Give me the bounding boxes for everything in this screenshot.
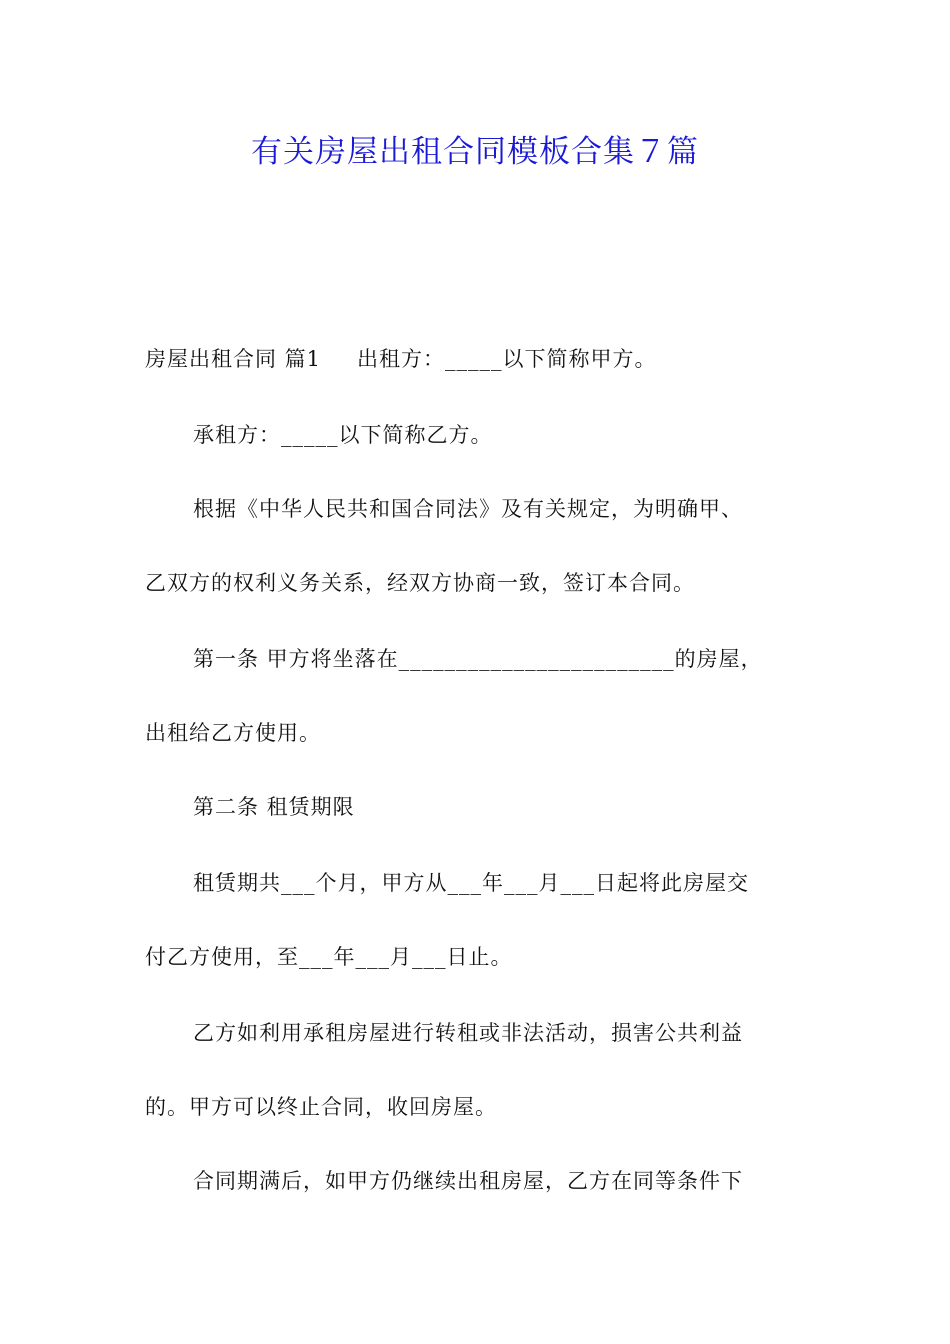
paragraph-line: 第二条 租赁期限: [193, 795, 355, 819]
document-title: 有关房屋出租合同模板合集７篇: [251, 134, 699, 170]
paragraph-line: 租赁期共___个月，甲方从___年___月___日起将此房屋交: [193, 871, 749, 895]
lessor-clause: 出租方：_____以下简称甲方。: [357, 347, 657, 371]
paragraph-line: 承租方：_____以下简称乙方。: [193, 423, 493, 447]
paragraph-line: 的。甲方可以终止合同，收回房屋。: [145, 1095, 497, 1119]
paragraph-line: 付乙方使用，至___年___月___日止。: [145, 945, 513, 969]
paragraph-line: 出租给乙方使用。: [145, 721, 321, 745]
paragraph-line: 乙方如利用承租房屋进行转租或非法活动，损害公共利益: [193, 1021, 743, 1045]
paragraph-line: [145, 344, 810, 374]
paragraph-line: 第一条 甲方将坐落在________________________的房屋，: [193, 647, 763, 671]
contract-heading: 房屋出租合同 篇1: [145, 347, 322, 371]
paragraph-line: 根据《中华人民共和国合同法》及有关规定，为明确甲、: [193, 497, 743, 521]
paragraph-line: 乙双方的权利义务关系，经双方协商一致，签订本合同。: [145, 571, 695, 595]
paragraph-line: 合同期满后，如甲方仍继续出租房屋，乙方在同等条件下: [193, 1169, 743, 1193]
